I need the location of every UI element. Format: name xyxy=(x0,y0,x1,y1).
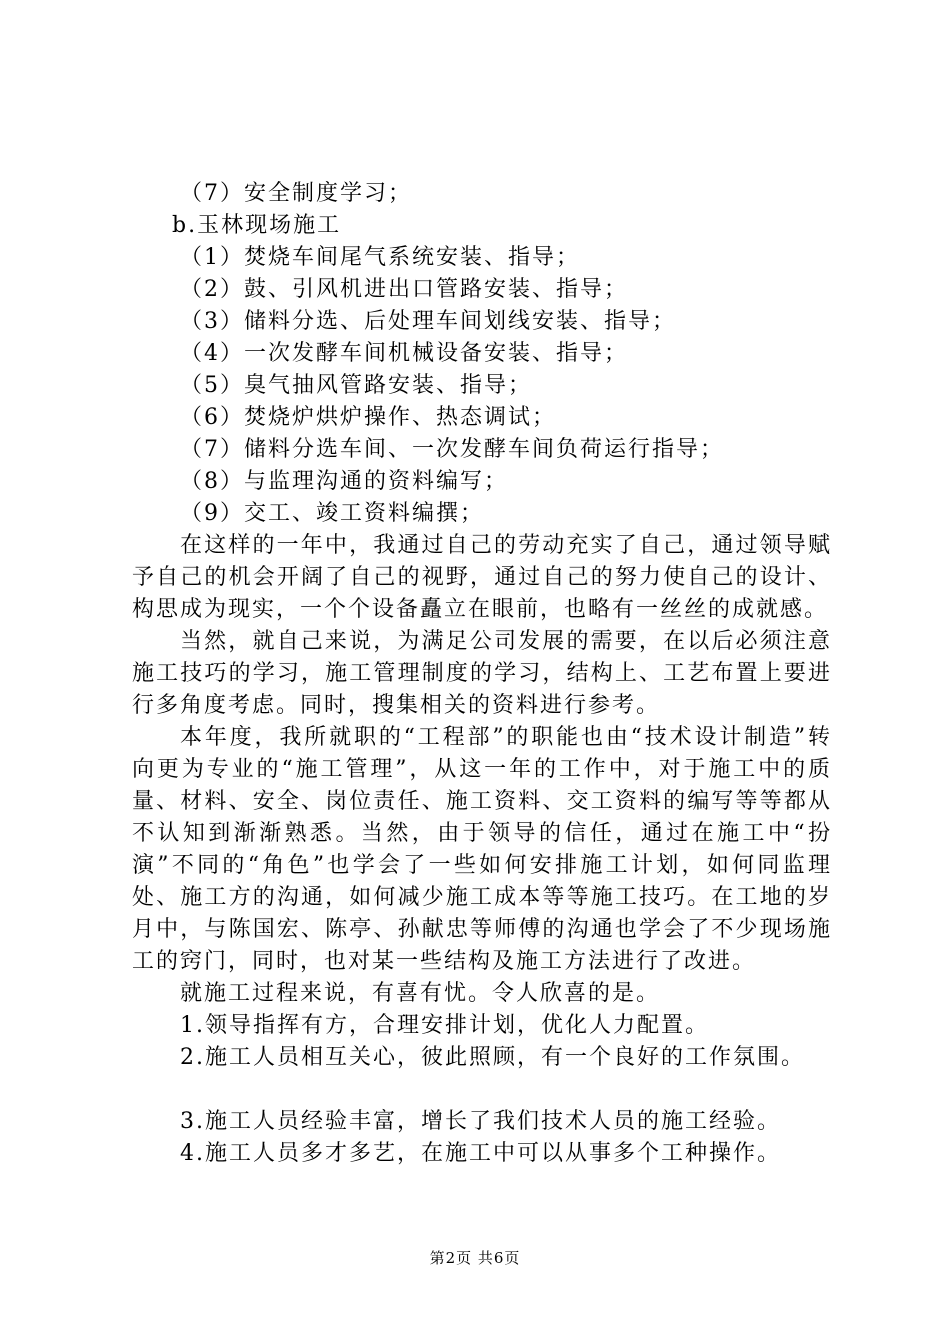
section-b-item-6: （6）焚烧炉烘炉操作、热态调试； xyxy=(180,405,556,430)
section-b-item-2: （2）鼓、引风机进出口管路安装、指导； xyxy=(180,277,628,302)
document-body xyxy=(132,178,832,1170)
blank-line xyxy=(132,1074,832,1106)
paragraph-process-intro: 就施工过程来说，有喜有忧。令人欣喜的是。 xyxy=(180,981,661,1006)
section-b-item-9: （9）交工、竣工资料编撰； xyxy=(180,501,484,526)
joy-item-1: 1.领导指挥有方，合理安排计划，优化人力配置。 xyxy=(180,1013,709,1038)
section-b-item-8: （8）与监理沟通的资料编写； xyxy=(180,469,508,494)
page-footer: 第2页 共6页 xyxy=(429,1249,521,1267)
section-b-item-5: （5）臭气抽风管路安装、指导； xyxy=(180,373,532,398)
list-a-item-7: （7）安全制度学习； xyxy=(180,181,412,206)
section-b-heading: b.玉林现场施工 xyxy=(172,213,342,238)
paragraph-achievement: 在这样的一年中，我通过自己的劳动充实了自己，通过领导赋予自己的机会开阔了自己的视野，通过自己的努力使自己的设计、构思成为现实，一个个设备矗立在眼前，也略有一丝丝的成就感。 xyxy=(132,533,832,622)
joy-item-3: 3.施工人员经验丰富，增长了我们技术人员的施工经验。 xyxy=(180,1109,781,1134)
paragraph-improvement: 当然，就自己来说，为满足公司发展的需要，在以后必须注意施工技巧的学习，施工管理制度的学习，结构上、工艺布置上要进行多角度考虑。同时，搜集相关的资料进行参考。 xyxy=(132,629,832,718)
section-b-item-3: （3）储料分选、后处理车间划线安装、指导； xyxy=(180,309,676,334)
section-b-item-4: （4）一次发酵车间机械设备安装、指导； xyxy=(180,341,628,366)
joy-item-2: 2.施工人员相互关心，彼此照顾，有一个良好的工作氛围。 xyxy=(180,1045,805,1070)
joy-item-4: 4.施工人员多才多艺，在施工中可以从事多个工种操作。 xyxy=(180,1141,781,1166)
paragraph-department-role: 本年度，我所就职的“工程部”的职能也由“技术设计制造”转向更为专业的“施工管理”，从这一年的工作中，对于施工中的质量、材料、安全、岗位责任、施工资料、交工资料的编写等等都从不认知到渐渐熟悉。当然，由于领导的信任，通过在施工中“扮演”不同的“角色”也学会了一些如何安排施工计划，如何同监理处、施工方的沟通，如何减少施工成本等等施工技巧。在工地的岁月中，与陈国宏、陈亭、孙献忠等师傅的沟通也学会了不少现场施工的窍门，同时，也对某一些结构及施工方法进行了改进。 xyxy=(132,725,832,974)
section-b-item-1: （1）焚烧车间尾气系统安装、指导； xyxy=(180,245,580,270)
section-b-item-7: （7）储料分选车间、一次发酵车间负荷运行指导； xyxy=(180,437,724,462)
